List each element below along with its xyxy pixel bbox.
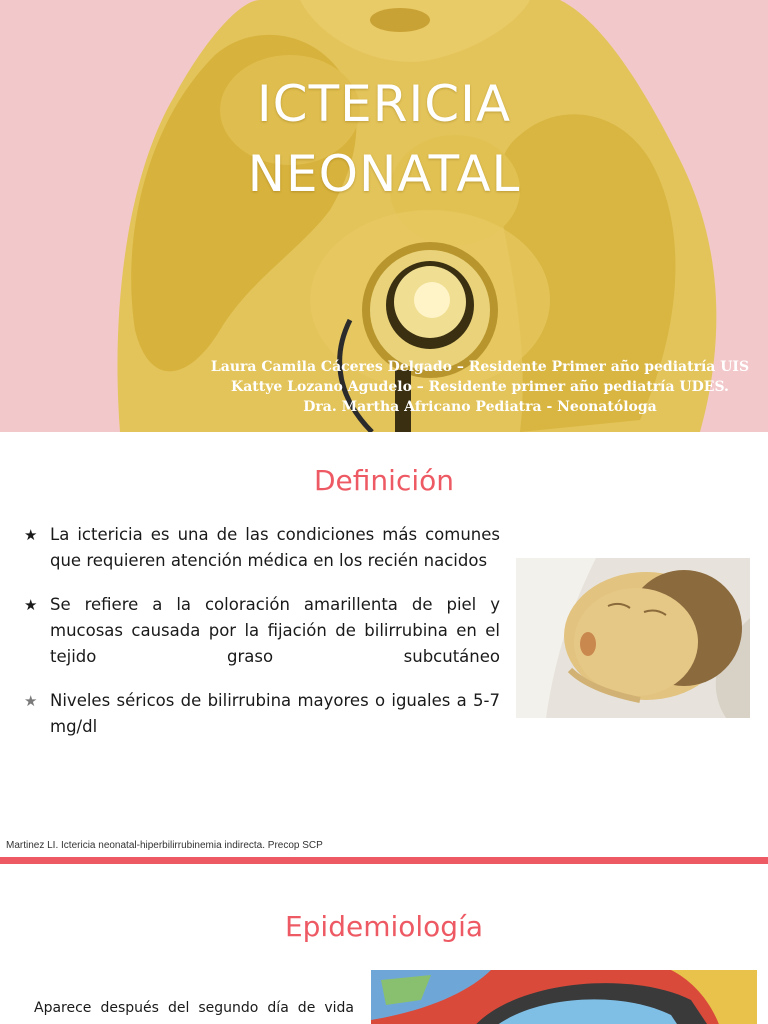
slide-heading: Epidemiología [284, 910, 484, 943]
slide-heading: Definición [314, 464, 454, 497]
title-slide [0, 0, 768, 432]
bullet-list [24, 522, 500, 758]
jaundiced-baby-photo [516, 558, 750, 718]
list-item [24, 522, 500, 574]
authors-block [200, 357, 760, 417]
bullet-text: La ictericia es una de las condiciones más comunes que requieren atención médica en los recién nacidos [50, 525, 500, 570]
star-icon: ★ [24, 596, 38, 614]
globe-photo [371, 970, 757, 1024]
author-line: Dra. Martha Africano Pediatra - Neonatóloga [303, 399, 657, 415]
citation-text: Martinez LI. Ictericia neonatal-hiperbilirrubinemia indirecta. Precop SCP [6, 840, 323, 851]
presentation-title-line2: NEONATAL [247, 145, 521, 203]
presentation-title-line1: ICTERICIA [256, 75, 512, 133]
bullet-text: Se refiere a la coloración amarillenta de piel y mucosas causada por la fijación de bilirrubina en el tejido graso subcutáneo [50, 595, 500, 666]
star-icon: ★ [24, 526, 38, 544]
body-text: Aparece después del segundo día de vida [34, 1000, 354, 1016]
slide-divider [0, 857, 768, 864]
author-line: Kattye Lozano Agudelo – Residente primer año pediatría UDES. [231, 379, 729, 395]
list-item [24, 592, 500, 670]
bullet-text: Niveles séricos de bilirrubina mayores o iguales a 5-7 mg/dl [50, 691, 500, 736]
star-icon: ★ [24, 692, 38, 710]
definition-slide [0, 432, 768, 864]
list-item [24, 688, 500, 740]
epidemiology-slide [0, 864, 768, 1024]
author-line: Laura Camila Cáceres Delgado – Residente Primer año pediatría UIS [210, 359, 750, 375]
